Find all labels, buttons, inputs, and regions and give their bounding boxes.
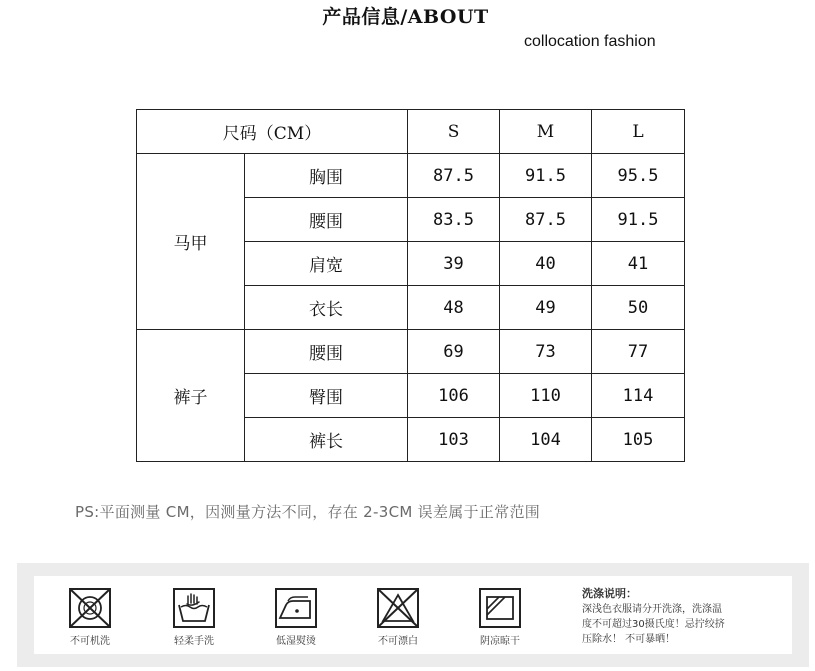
care-item-no-machine-wash — [50, 587, 130, 647]
table-cell: 114 — [592, 374, 685, 418]
row-label: 胸围 — [245, 154, 408, 198]
care-label: 不可漂白 — [378, 636, 418, 647]
page-title: 产品信息/ABOUT — [322, 6, 489, 28]
care-panel — [17, 563, 809, 667]
table-cell: 87.5 — [500, 198, 592, 242]
table-cell: 48 — [408, 286, 500, 330]
size-chart-table — [136, 109, 685, 462]
no-machine-wash-icon — [62, 587, 118, 629]
care-label: 阴凉晾干 — [480, 636, 520, 647]
care-item-hand-wash — [154, 587, 234, 647]
row-label: 肩宽 — [245, 242, 408, 286]
care-item-no-bleach — [358, 587, 438, 647]
table-cell: 77 — [592, 330, 685, 374]
table-cell: 49 — [500, 286, 592, 330]
table-cell: 105 — [592, 418, 685, 462]
table-cell: 110 — [500, 374, 592, 418]
table-cell: 87.5 — [408, 154, 500, 198]
table-cell: 106 — [408, 374, 500, 418]
care-card — [34, 576, 792, 654]
no-bleach-icon — [370, 587, 426, 629]
washing-instructions-line: 深浅色衣服请分开洗涤，洗涤温 — [582, 604, 722, 615]
size-header-m: M — [500, 110, 592, 154]
table-cell: 73 — [500, 330, 592, 374]
group-label-vest: 马甲 — [137, 154, 245, 330]
group-label-pants: 裤子 — [137, 330, 245, 462]
measurement-note: PS:平面测量 CM，因测量方法不同，存在 2-3CM 误差属于正常范围 — [75, 503, 541, 521]
washing-instructions-line: 压除水！ 不可暴晒！ — [582, 634, 676, 645]
row-label: 裤长 — [245, 418, 408, 462]
row-label: 衣长 — [245, 286, 408, 330]
care-label: 低湿熨烫 — [276, 636, 316, 647]
care-item-shade-dry — [460, 587, 540, 647]
table-cell: 91.5 — [592, 198, 685, 242]
low-temp-iron-icon — [268, 587, 324, 629]
table-cell: 69 — [408, 330, 500, 374]
table-row — [137, 330, 685, 374]
care-label: 不可机洗 — [70, 636, 110, 647]
table-cell: 95.5 — [592, 154, 685, 198]
page-subtitle: collocation fashion — [524, 33, 656, 50]
table-cell: 39 — [408, 242, 500, 286]
washing-instructions — [582, 586, 794, 647]
size-header-l: L — [592, 110, 685, 154]
table-cell: 91.5 — [500, 154, 592, 198]
care-label: 轻柔手洗 — [174, 636, 214, 647]
table-header-row — [137, 110, 685, 154]
washing-instructions-title: 洗涤说明： — [582, 587, 637, 600]
row-label: 腰围 — [245, 330, 408, 374]
washing-instructions-line: 度不可超过30摄氏度！忌拧绞挤 — [582, 619, 725, 630]
table-row — [137, 154, 685, 198]
gentle-hand-wash-icon — [166, 587, 222, 629]
shade-dry-icon — [472, 587, 528, 629]
table-cell: 104 — [500, 418, 592, 462]
size-header-label: 尺码（CM） — [137, 110, 408, 154]
row-label: 臀围 — [245, 374, 408, 418]
row-label: 腰围 — [245, 198, 408, 242]
table-cell: 50 — [592, 286, 685, 330]
table-cell: 41 — [592, 242, 685, 286]
size-header-s: S — [408, 110, 500, 154]
table-cell: 83.5 — [408, 198, 500, 242]
care-item-iron — [256, 587, 336, 647]
table-cell: 103 — [408, 418, 500, 462]
table-cell: 40 — [500, 242, 592, 286]
